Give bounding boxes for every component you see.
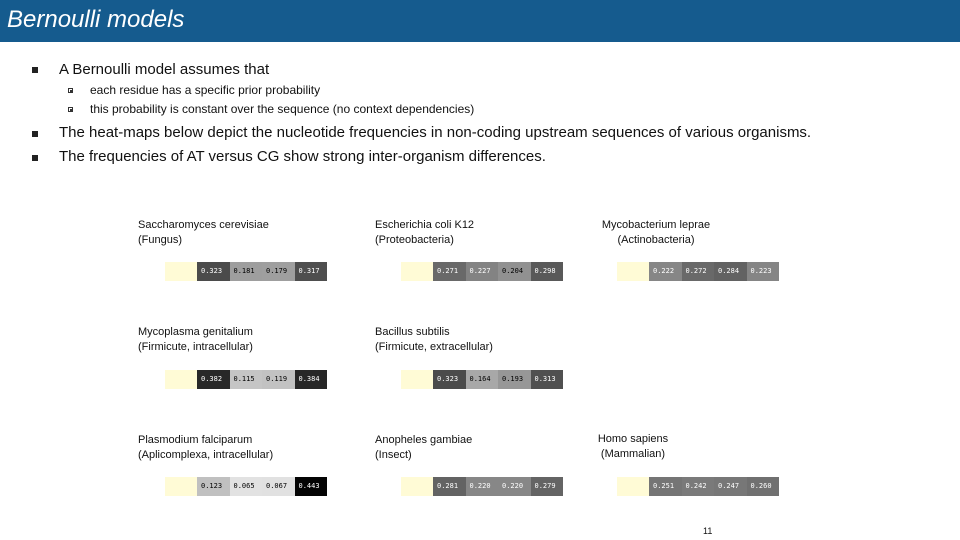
heatmap-cell: 0.193 bbox=[498, 370, 531, 389]
organism-label bbox=[138, 433, 273, 463]
heatmap-cell: 0.298 bbox=[531, 262, 564, 281]
organism-name: Mycoplasma genitalium bbox=[138, 326, 253, 338]
heatmap-label-cell bbox=[165, 370, 197, 389]
organism-group: (Aplicomplexa, intracellular) bbox=[138, 449, 274, 461]
heatmap bbox=[617, 251, 779, 281]
page-number: 11 bbox=[703, 526, 713, 536]
heatmap-cell: 0.164 bbox=[466, 370, 499, 389]
heatmap-cell: 0.251 bbox=[649, 477, 682, 496]
heatmap-cell: 0.272 bbox=[682, 262, 715, 281]
organism-label bbox=[138, 218, 269, 248]
heatmap-cell: 0.260 bbox=[747, 477, 780, 496]
organism-name: Bacillus subtilis bbox=[375, 326, 450, 338]
organism-group: (Actinobacteria) bbox=[617, 234, 695, 246]
heatmap-label-cell bbox=[401, 370, 433, 389]
organism-group: (Mammalian) bbox=[600, 448, 666, 460]
heatmap bbox=[401, 359, 563, 389]
organism-group: (Proteobacteria) bbox=[375, 234, 454, 246]
heatmap bbox=[165, 466, 327, 496]
heatmap-cell: 0.181 bbox=[230, 262, 263, 281]
heatmap-label-cell bbox=[401, 477, 433, 496]
heatmap-cell: 0.323 bbox=[197, 262, 230, 281]
sub-bullet-marker bbox=[68, 88, 73, 93]
heatmap-cell: 0.242 bbox=[682, 477, 715, 496]
heatmap-cell: 0.317 bbox=[295, 262, 328, 281]
sub-bullet-text: each residue has a specific prior probability bbox=[90, 83, 321, 97]
heatmap bbox=[165, 251, 327, 281]
heatmap-cell: 0.313 bbox=[531, 370, 564, 389]
bullet-marker bbox=[32, 155, 38, 161]
heatmap-cell: 0.279 bbox=[531, 477, 564, 496]
organism-label bbox=[375, 433, 472, 463]
heatmap-cell: 0.220 bbox=[498, 477, 531, 496]
title-bar bbox=[0, 0, 960, 42]
heatmap bbox=[401, 251, 563, 281]
heatmap-label-cell bbox=[401, 262, 433, 281]
bullet-marker bbox=[32, 67, 38, 73]
heatmap-label-cell bbox=[165, 477, 197, 496]
organism-group: (Firmicute, intracellular) bbox=[138, 341, 253, 353]
heatmap-cell: 0.223 bbox=[747, 262, 780, 281]
organism-name: Saccharomyces cerevisiae bbox=[138, 219, 269, 231]
heatmap-cell: 0.284 bbox=[714, 262, 747, 281]
heatmap bbox=[165, 359, 327, 389]
heatmap-cell: 0.227 bbox=[466, 262, 499, 281]
organism-label bbox=[375, 325, 493, 355]
organism-name: Plasmodium falciparum bbox=[138, 434, 253, 446]
organism-group: (Insect) bbox=[375, 449, 412, 461]
heatmap-cell: 0.067 bbox=[262, 477, 295, 496]
sub-bullet-marker bbox=[68, 107, 73, 112]
heatmap-cell: 0.247 bbox=[714, 477, 747, 496]
heatmap-cell: 0.119 bbox=[262, 370, 295, 389]
heatmap-cell: 0.443 bbox=[295, 477, 328, 496]
heatmap-cell: 0.281 bbox=[433, 477, 466, 496]
heatmap-cell: 0.115 bbox=[230, 370, 263, 389]
heatmap-cell: 0.123 bbox=[197, 477, 230, 496]
heatmap-cell: 0.220 bbox=[466, 477, 499, 496]
heatmap-cell: 0.222 bbox=[649, 262, 682, 281]
heatmap-cell: 0.179 bbox=[262, 262, 295, 281]
heatmap bbox=[617, 466, 779, 496]
organism-label bbox=[574, 432, 692, 462]
heatmap-cell: 0.384 bbox=[295, 370, 328, 389]
organism-name: Homo sapiens bbox=[597, 433, 669, 445]
heatmap bbox=[401, 466, 563, 496]
bullet-text: The frequencies of AT versus CG show strong inter-organism differences. bbox=[59, 148, 546, 165]
heatmap-label-cell bbox=[165, 262, 197, 281]
organism-name: Anopheles gambiae bbox=[375, 434, 473, 446]
organism-group: (Fungus) bbox=[138, 234, 183, 246]
bullet-text: The heat-maps below depict the nucleotide frequencies in non-coding upstream sequences of various organisms. bbox=[59, 124, 812, 141]
bullet-marker bbox=[32, 131, 38, 137]
organism-name: Escherichia coli K12 bbox=[375, 219, 475, 231]
heatmap-cell: 0.065 bbox=[230, 477, 263, 496]
organism-label bbox=[138, 325, 253, 355]
sub-bullet-text: this probability is constant over the sequence (no context dependencies) bbox=[90, 102, 475, 116]
heatmap-cell: 0.204 bbox=[498, 262, 531, 281]
organism-label bbox=[588, 218, 724, 248]
organism-label bbox=[375, 218, 474, 248]
organism-name: Mycobacterium leprae bbox=[601, 219, 711, 231]
heatmap-cell: 0.382 bbox=[197, 370, 230, 389]
heatmap-label-cell bbox=[617, 477, 649, 496]
heatmap-label-cell bbox=[617, 262, 649, 281]
heatmap-cell: 0.323 bbox=[433, 370, 466, 389]
bullet-text: A Bernoulli model assumes that bbox=[59, 61, 270, 78]
slide-title: Bernoulli models bbox=[7, 6, 185, 33]
heatmap-cell: 0.271 bbox=[433, 262, 466, 281]
organism-group: (Firmicute, extracellular) bbox=[375, 341, 493, 353]
